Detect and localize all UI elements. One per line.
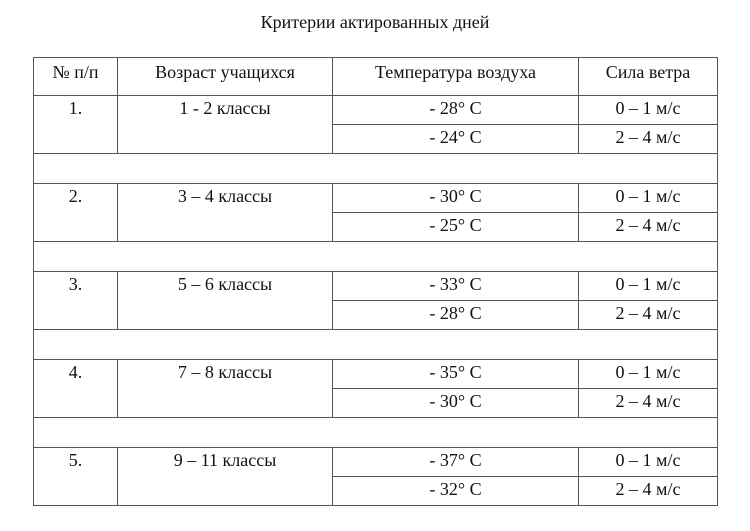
row-temp: - 30° С xyxy=(333,389,579,418)
row-age: 7 – 8 классы xyxy=(118,360,333,418)
row-wind: 2 – 4 м/с xyxy=(579,213,718,242)
criteria-table xyxy=(33,57,718,506)
spacer-row xyxy=(34,154,718,184)
row-temp: - 32° С xyxy=(333,477,579,506)
row-wind: 2 – 4 м/с xyxy=(579,477,718,506)
row-temp: - 35° С xyxy=(333,360,579,389)
row-num: 1. xyxy=(34,96,118,154)
row-wind: 0 – 1 м/с xyxy=(579,448,718,477)
spacer-row xyxy=(34,330,718,360)
row-wind: 2 – 4 м/с xyxy=(579,301,718,330)
row-age: 1 - 2 классы xyxy=(118,96,333,154)
row-wind: 2 – 4 м/с xyxy=(579,125,718,154)
row-temp: - 28° С xyxy=(333,301,579,330)
row-num: 2. xyxy=(34,184,118,242)
header-temp: Температура воздуха xyxy=(333,58,579,96)
header-num: № п/п xyxy=(34,58,118,96)
row-age: 5 – 6 классы xyxy=(118,272,333,330)
row-num: 3. xyxy=(34,272,118,330)
row-temp: - 25° С xyxy=(333,213,579,242)
row-temp: - 24° С xyxy=(333,125,579,154)
row-temp: - 33° С xyxy=(333,272,579,301)
table-row xyxy=(34,272,718,301)
row-wind: 0 – 1 м/с xyxy=(579,272,718,301)
spacer-cell xyxy=(34,418,718,448)
row-temp: - 28° С xyxy=(333,96,579,125)
row-age: 9 – 11 классы xyxy=(118,448,333,506)
spacer-cell xyxy=(34,242,718,272)
table-row xyxy=(34,360,718,389)
table-row xyxy=(34,184,718,213)
table-row xyxy=(34,96,718,125)
table-row xyxy=(34,448,718,477)
row-wind: 0 – 1 м/с xyxy=(579,184,718,213)
row-age: 3 – 4 классы xyxy=(118,184,333,242)
row-temp: - 30° С xyxy=(333,184,579,213)
header-age: Возраст учащихся xyxy=(118,58,333,96)
row-wind: 0 – 1 м/с xyxy=(579,96,718,125)
row-num: 5. xyxy=(34,448,118,506)
page-title: Критерии актированных дней xyxy=(260,12,490,32)
header-wind: Сила ветра xyxy=(579,58,718,96)
spacer-cell xyxy=(34,154,718,184)
row-num: 4. xyxy=(34,360,118,418)
spacer-row xyxy=(34,242,718,272)
row-temp: - 37° С xyxy=(333,448,579,477)
table-header-row xyxy=(34,58,718,96)
spacer-row xyxy=(34,418,718,448)
row-wind: 2 – 4 м/с xyxy=(579,389,718,418)
row-wind: 0 – 1 м/с xyxy=(579,360,718,389)
spacer-cell xyxy=(34,330,718,360)
